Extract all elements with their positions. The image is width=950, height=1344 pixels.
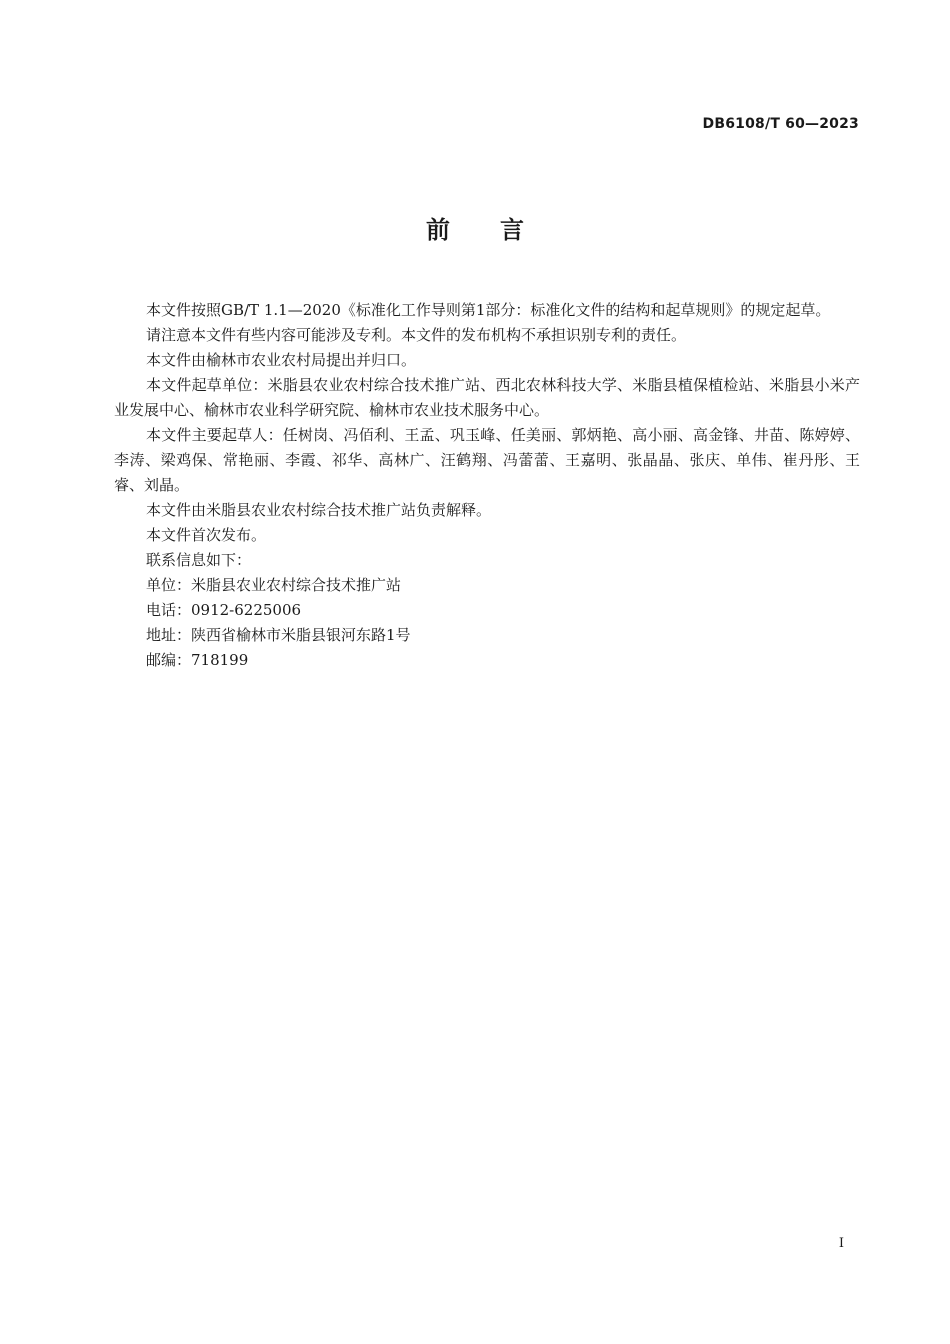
paragraph-standard-reference: 本文件按照GB/T 1.1—2020《标准化工作导则第1部分：标准化文件的结构和起草规则》的规定起草。 — [146, 301, 831, 319]
title-char-2: 言 — [500, 216, 524, 244]
paragraph-patent-notice: 请注意本文件有些内容可能涉及专利。本文件的发布机构不承担识别专利的责任。 — [146, 326, 687, 344]
paragraph-first-release: 本文件首次发布。 — [146, 526, 267, 544]
contact-unit: 单位：米脂县农业农村综合技术推广站 — [146, 576, 402, 594]
paragraph-drafters: 本文件主要起草人：任树岗、冯佰利、王孟、巩玉峰、任美丽、郭炳艳、高小丽、高金锋、井苗、陈婷婷、李涛、梁鸡保、常艳丽、李霞、祁华、高林广、汪鹤翔、冯蕾蕾、王嘉明、张晶晶、张庆、单伟、崔丹彤、王睿、刘晶。 — [114, 426, 860, 494]
document-body — [114, 298, 860, 673]
page-number: I — [838, 1236, 844, 1251]
contact-address: 地址：陕西省榆林市米脂县银河东路1号 — [146, 626, 411, 644]
contact-postcode: 邮编：718199 — [146, 651, 249, 669]
contact-phone: 电话：0912-6225006 — [146, 601, 302, 619]
paragraph-drafting-units: 本文件起草单位：米脂县农业农村综合技术推广站、西北农林科技大学、米脂县植保植检站、米脂县小米产业发展中心、榆林市农业科学研究院、榆林市农业技术服务中心。 — [114, 376, 860, 419]
paragraph-contact-intro: 联系信息如下： — [146, 551, 252, 569]
paragraph-interpretation: 本文件由米脂县农业农村综合技术推广站负责解释。 — [146, 501, 492, 519]
document-code: DB6108/T 60—2023 — [702, 116, 859, 132]
title-char-1: 前 — [426, 216, 450, 244]
page-title — [0, 210, 950, 250]
paragraph-proposer: 本文件由榆林市农业农村局提出并归口。 — [146, 351, 417, 369]
